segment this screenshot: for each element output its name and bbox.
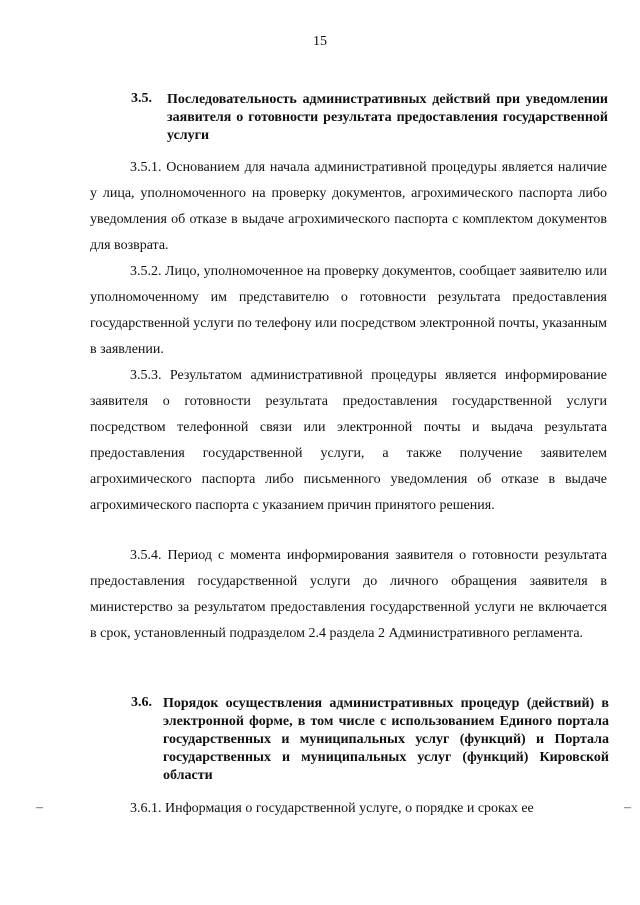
- section-3-5-title: Последовательность административных действий при уведомлении заявителя о готовности результата предоставления государственной услуги: [167, 92, 608, 143]
- right-margin-mark: –: [624, 800, 631, 815]
- paragraph-3-5-1: 3.5.1. Основанием для начала административной процедуры является наличие у лица, уполномоченного на проверку документов, агрохимического паспорта либо уведомления об отказе в выдаче агрохимического паспорта с комплектом документов для возврата.: [90, 160, 607, 253]
- section-3-5-number: 3.5.: [131, 91, 152, 106]
- section-3-6-number: 3.6.: [131, 695, 152, 710]
- paragraph-3-5-4: 3.5.4. Период с момента информирования заявителя о готовности результата предоставления государственной услуги до личного обращения заявителя в министерство за результатом предоставления государственной услуги не включается в срок, установленный подразделом 2.4 раздела 2 Административного регламента.: [90, 548, 607, 641]
- paragraph-3-5-2: 3.5.2. Лицо, уполномоченное на проверку документов, сообщает заявителю или уполномоченному им представителю о готовности результата предоставления государственной услуги по телефону или посредством электронной почты, указанным в заявлении.: [90, 264, 607, 357]
- section-3-5-heading: [131, 91, 608, 151]
- section-3-6-title: Порядок осуществления административных процедур (действий) в электронной форме, в том числе с использованием Единого портала государственных и муниципальных услуг (функций) и Портала государственных и муниципальных услуг (функций) Кировской области: [163, 696, 609, 783]
- section-3-6-heading: [131, 695, 609, 785]
- left-margin-mark: –: [36, 800, 43, 815]
- page-number: 15: [313, 34, 327, 49]
- paragraph-3-5-3: 3.5.3. Результатом административной процедуры является информирование заявителя о готовности результата предоставления государственной услуги посредством телефонной связи или электронной почты и выдача результата предоставления государственной услуги, а также получение заявителем агрохимического паспорта либо письменного уведомления об отказе в выдаче агрохимического паспорта с указанием причин принятого решения.: [90, 368, 607, 513]
- paragraph-3-6-1: 3.6.1. Информация о государственной услуге, о порядке и сроках ее: [130, 801, 534, 816]
